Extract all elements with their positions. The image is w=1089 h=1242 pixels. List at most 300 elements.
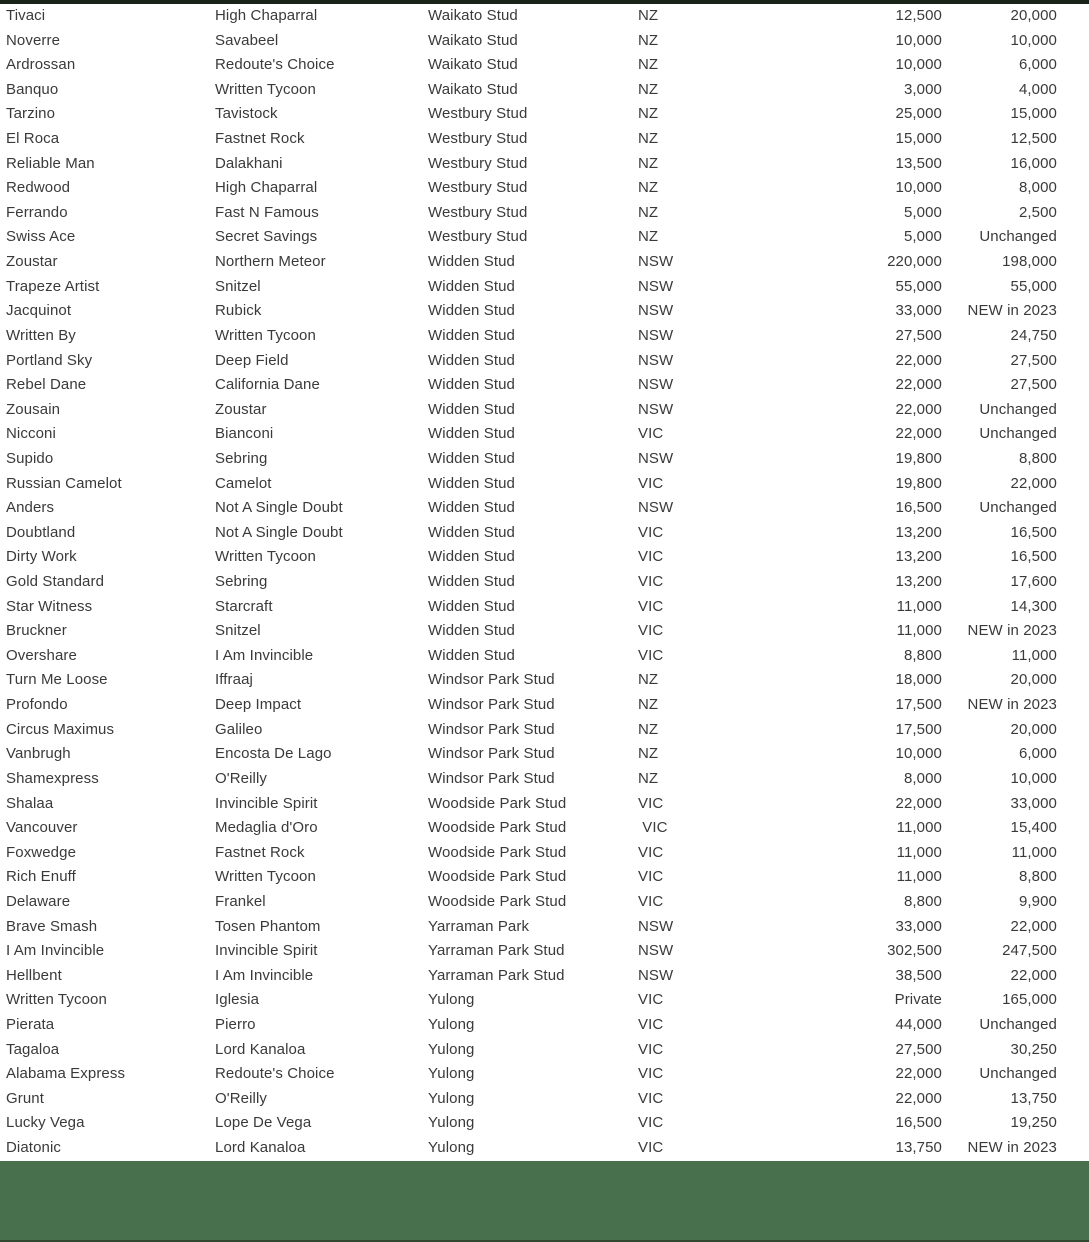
cell-fee: 33,000 [895, 302, 942, 320]
cell-stud-farm: Widden Stud [428, 449, 515, 467]
cell-state: NSW [638, 400, 674, 418]
cell-stallion-name: Delaware [6, 892, 71, 910]
cell-stud-farm: Widden Stud [428, 646, 515, 664]
cell-state: NZ [638, 7, 659, 24]
cell-change: 4,000 [1018, 80, 1057, 98]
cell-state: NZ [638, 56, 659, 74]
cell-stallion-name: Jacquinot [6, 302, 72, 320]
cell-sire: Redoute's Choice [215, 56, 335, 74]
cell-stallion-name: Rebel Dane [6, 376, 87, 394]
cell-stud-farm: Waikato Stud [428, 56, 518, 74]
cell-stud-farm: Yarraman Park Stud [428, 942, 565, 960]
cell-change: 8,800 [1018, 868, 1057, 886]
cell-stud-farm: Westbury Stud [428, 154, 528, 172]
cell-fee: 8,800 [903, 892, 942, 910]
cell-stallion-name: Hellbent [6, 966, 62, 984]
cell-stud-farm: Widden Stud [428, 351, 515, 369]
cell-stallion-name: Anders [6, 499, 55, 517]
cell-change: 16,500 [1010, 523, 1057, 541]
cell-stallion-name: I Am Invincible [6, 942, 105, 960]
table-row [0, 127, 1089, 152]
cell-state: NSW [638, 449, 674, 467]
cell-fee: 13,500 [895, 154, 942, 172]
cell-state: VIC [638, 597, 664, 615]
cell-stallion-name: Diatonic [6, 1139, 61, 1157]
cell-state: VIC [638, 573, 664, 591]
cell-stud-farm: Westbury Stud [428, 130, 528, 148]
cell-fee: 18,000 [895, 671, 942, 689]
cell-state: NZ [638, 745, 659, 763]
cell-sire: Dalakhani [215, 154, 283, 172]
cell-sire: High Chaparral [215, 7, 318, 24]
cell-stallion-name: Portland Sky [6, 351, 93, 369]
cell-sire: Snitzel [215, 277, 261, 295]
cell-fee: 22,000 [895, 794, 942, 812]
cell-change: 20,000 [1010, 671, 1057, 689]
cell-sire: Bianconi [215, 425, 274, 443]
cell-sire: I Am Invincible [215, 646, 314, 664]
cell-state: NZ [638, 696, 659, 714]
cell-state: VIC [638, 819, 668, 837]
cell-change: 11,000 [1011, 646, 1057, 664]
cell-state: VIC [638, 1139, 664, 1157]
cell-stallion-name: Written Tycoon [6, 991, 107, 1009]
cell-stud-farm: Widden Stud [428, 474, 515, 492]
cell-change: 17,600 [1010, 573, 1057, 591]
cell-stallion-name: El Roca [6, 130, 60, 148]
cell-state: NSW [638, 253, 674, 271]
cell-change: 20,000 [1010, 7, 1057, 24]
cell-state: NSW [638, 302, 674, 320]
cell-sire: Savabeel [215, 31, 279, 49]
table-row [0, 53, 1089, 78]
table-row [0, 349, 1089, 374]
cell-change: 14,300 [1010, 597, 1057, 615]
cell-state: VIC [638, 892, 664, 910]
table-row [0, 693, 1089, 718]
cell-sire: I Am Invincible [215, 966, 314, 984]
cell-sire: Not A Single Doubt [215, 523, 343, 541]
cell-change: 27,500 [1010, 351, 1057, 369]
cell-state: VIC [638, 1015, 664, 1033]
cell-sire: O'Reilly [215, 769, 268, 787]
cell-change: 22,000 [1010, 917, 1057, 935]
cell-change: 24,750 [1010, 326, 1057, 344]
cell-fee: 15,000 [895, 130, 942, 148]
cell-change: 165,000 [1002, 991, 1057, 1009]
table-row [0, 275, 1089, 300]
cell-change: 6,000 [1018, 745, 1057, 763]
cell-state: NZ [638, 105, 659, 123]
cell-stud-farm: Westbury Stud [428, 203, 528, 221]
cell-state: VIC [638, 548, 664, 566]
cell-change: NEW in 2023 [967, 302, 1057, 320]
cell-stallion-name: Foxwedge [6, 843, 77, 861]
cell-state: NSW [638, 942, 674, 960]
cell-change: 22,000 [1010, 966, 1057, 984]
cell-stallion-name: Vancouver [6, 819, 78, 837]
cell-stud-farm: Widden Stud [428, 622, 515, 640]
cell-stallion-name: Tarzino [6, 105, 56, 123]
cell-stallion-name: Dirty Work [6, 548, 77, 566]
cell-stallion-name: Noverre [6, 31, 61, 49]
cell-stallion-name: Gold Standard [6, 573, 105, 591]
cell-sire: Written Tycoon [215, 80, 316, 98]
cell-change: 20,000 [1010, 720, 1057, 738]
cell-change: 11,000 [1011, 843, 1057, 861]
table-row [0, 152, 1089, 177]
cell-sire: Iffraaj [215, 671, 253, 689]
table-row [0, 718, 1089, 743]
cell-sire: Frankel [215, 892, 266, 910]
cell-sire: Galileo [215, 720, 263, 738]
cell-state: NSW [638, 499, 674, 517]
cell-state: NZ [638, 769, 659, 787]
table-row [0, 668, 1089, 693]
cell-sire: Lope De Vega [215, 1114, 312, 1132]
cell-sire: Rubick [215, 302, 262, 320]
cell-sire: Northern Meteor [215, 253, 326, 271]
cell-stud-farm: Westbury Stud [428, 179, 528, 197]
cell-fee: Private [894, 991, 942, 1009]
cell-stud-farm: Windsor Park Stud [428, 769, 555, 787]
cell-stud-farm: Yulong [428, 1040, 475, 1058]
cell-state: NZ [638, 130, 659, 148]
cell-fee: 27,500 [895, 326, 942, 344]
cell-stud-farm: Widden Stud [428, 523, 515, 541]
cell-sire: Sebring [215, 573, 268, 591]
cell-sire: O'Reilly [215, 1089, 268, 1107]
cell-fee: 38,500 [895, 966, 942, 984]
cell-change: Unchanged [979, 400, 1057, 418]
cell-stud-farm: Yulong [428, 1114, 475, 1132]
cell-stallion-name: Written By [6, 326, 76, 344]
cell-change: 8,800 [1018, 449, 1057, 467]
cell-stud-farm: Yulong [428, 1015, 475, 1033]
cell-sire: Tavistock [215, 105, 278, 123]
cell-stud-farm: Yulong [428, 991, 475, 1009]
cell-stallion-name: Grunt [6, 1089, 45, 1107]
cell-change: NEW in 2023 [967, 696, 1057, 714]
cell-change: 247,500 [1002, 942, 1057, 960]
cell-stallion-name: Lucky Vega [6, 1114, 85, 1132]
cell-sire: Written Tycoon [215, 868, 316, 886]
cell-stud-farm: Yulong [428, 1089, 475, 1107]
cell-state: NZ [638, 179, 659, 197]
cell-fee: 5,000 [903, 203, 942, 221]
cell-fee: 44,000 [895, 1015, 942, 1033]
cell-change: 55,000 [1010, 277, 1057, 295]
table-row [0, 742, 1089, 767]
cell-change: Unchanged [979, 1065, 1057, 1083]
cell-change: 10,000 [1010, 31, 1057, 49]
cell-stud-farm: Westbury Stud [428, 228, 528, 246]
cell-fee: 11,000 [896, 622, 942, 640]
cell-fee: 22,000 [895, 1065, 942, 1083]
table-row [0, 644, 1089, 669]
cell-fee: 12,500 [895, 7, 942, 24]
table-row [0, 422, 1089, 447]
cell-sire: Snitzel [215, 622, 261, 640]
cell-fee: 10,000 [895, 745, 942, 763]
table-row [0, 201, 1089, 226]
table-row [0, 545, 1089, 570]
table-row [0, 767, 1089, 792]
table-row [0, 1087, 1089, 1112]
cell-state: VIC [638, 843, 664, 861]
cell-sire: Iglesia [215, 991, 260, 1009]
page-footer [0, 1161, 1089, 1242]
cell-sire: Deep Impact [215, 696, 302, 714]
cell-state: VIC [638, 868, 664, 886]
cell-change: Unchanged [979, 1015, 1057, 1033]
cell-fee: 16,500 [895, 1114, 942, 1132]
table-row [0, 1013, 1089, 1038]
cell-stallion-name: Tagaloa [6, 1040, 60, 1058]
cell-fee: 5,000 [903, 228, 942, 246]
cell-stud-farm: Widden Stud [428, 573, 515, 591]
cell-stallion-name: Tivaci [6, 7, 46, 24]
cell-sire: Fast N Famous [215, 203, 319, 221]
table-row [0, 29, 1089, 54]
cell-stallion-name: Nicconi [6, 425, 56, 443]
cell-fee: 16,500 [895, 499, 942, 517]
cell-sire: Written Tycoon [215, 326, 316, 344]
table-row [0, 1111, 1089, 1136]
table-row [0, 865, 1089, 890]
cell-fee: 13,200 [895, 573, 942, 591]
cell-stallion-name: Redwood [6, 179, 71, 197]
cell-stud-farm: Widden Stud [428, 548, 515, 566]
cell-sire: Fastnet Rock [215, 130, 305, 148]
cell-stallion-name: Ardrossan [6, 56, 76, 74]
cell-fee: 11,000 [896, 843, 942, 861]
cell-change: Unchanged [979, 499, 1057, 517]
cell-sire: Fastnet Rock [215, 843, 305, 861]
table-row [0, 988, 1089, 1013]
cell-fee: 8,800 [903, 646, 942, 664]
table-row [0, 4, 1089, 29]
cell-sire: Sebring [215, 449, 268, 467]
cell-stud-farm: Woodside Park Stud [428, 819, 567, 837]
cell-fee: 55,000 [895, 277, 942, 295]
cell-change: 2,500 [1018, 203, 1057, 221]
cell-state: VIC [638, 794, 664, 812]
cell-stallion-name: Shamexpress [6, 769, 99, 787]
cell-stud-farm: Woodside Park Stud [428, 868, 567, 886]
cell-stud-farm: Woodside Park Stud [428, 843, 567, 861]
table-row [0, 792, 1089, 817]
cell-sire: High Chaparral [215, 179, 318, 197]
cell-change: 13,750 [1010, 1089, 1057, 1107]
cell-stud-farm: Woodside Park Stud [428, 794, 567, 812]
table-row [0, 1038, 1089, 1063]
cell-fee: 17,500 [895, 696, 942, 714]
cell-stud-farm: Waikato Stud [428, 80, 518, 98]
cell-fee: 22,000 [895, 425, 942, 443]
cell-stud-farm: Widden Stud [428, 302, 515, 320]
cell-sire: Invincible Spirit [215, 942, 318, 960]
cell-state: VIC [638, 991, 664, 1009]
cell-change: 27,500 [1010, 376, 1057, 394]
cell-stud-farm: Yarraman Park [428, 917, 530, 935]
table-row [0, 1136, 1089, 1161]
cell-stud-farm: Yulong [428, 1065, 475, 1083]
cell-fee: 22,000 [895, 351, 942, 369]
cell-sire: Not A Single Doubt [215, 499, 343, 517]
cell-state: VIC [638, 1040, 664, 1058]
cell-stud-farm: Woodside Park Stud [428, 892, 567, 910]
cell-stud-farm: Waikato Stud [428, 31, 518, 49]
cell-stallion-name: Shalaa [6, 794, 54, 812]
cell-stud-farm: Widden Stud [428, 253, 515, 271]
cell-stallion-name: Star Witness [6, 597, 93, 615]
table-row [0, 225, 1089, 250]
cell-stud-farm: Widden Stud [428, 277, 515, 295]
cell-state: NSW [638, 326, 674, 344]
cell-fee: 17,500 [895, 720, 942, 738]
cell-stud-farm: Yulong [428, 1139, 475, 1157]
cell-change: Unchanged [979, 425, 1057, 443]
cell-state: NSW [638, 376, 674, 394]
cell-change: 10,000 [1010, 769, 1057, 787]
table-row [0, 1062, 1089, 1087]
cell-stallion-name: Bruckner [6, 622, 67, 640]
table-row [0, 373, 1089, 398]
cell-stallion-name: Trapeze Artist [6, 277, 100, 295]
cell-change: 9,900 [1018, 892, 1057, 910]
cell-sire: Lord Kanaloa [215, 1139, 306, 1157]
cell-change: 198,000 [1002, 253, 1057, 271]
cell-state: NSW [638, 351, 674, 369]
cell-stallion-name: Alabama Express [6, 1065, 126, 1083]
cell-state: VIC [638, 1114, 664, 1132]
cell-stallion-name: Brave Smash [6, 917, 98, 935]
cell-state: NSW [638, 277, 674, 295]
cell-fee: 19,800 [895, 474, 942, 492]
cell-state: NSW [638, 966, 674, 984]
cell-sire: Secret Savings [215, 228, 318, 246]
cell-sire: Redoute's Choice [215, 1065, 335, 1083]
cell-change: 33,000 [1010, 794, 1057, 812]
cell-fee: 8,000 [903, 769, 942, 787]
cell-stallion-name: Banquo [6, 80, 59, 98]
cell-change: NEW in 2023 [967, 622, 1057, 640]
table-row [0, 102, 1089, 127]
cell-stallion-name: Overshare [6, 646, 77, 664]
cell-fee: 22,000 [895, 1089, 942, 1107]
cell-change: 22,000 [1010, 474, 1057, 492]
cell-stud-farm: Westbury Stud [428, 105, 528, 123]
cell-change: Unchanged [979, 228, 1057, 246]
table-row [0, 447, 1089, 472]
cell-stud-farm: Widden Stud [428, 425, 515, 443]
table-row [0, 619, 1089, 644]
cell-state: NZ [638, 720, 659, 738]
cell-state: NZ [638, 671, 659, 689]
cell-change: 15,000 [1010, 105, 1057, 123]
cell-change: 12,500 [1010, 130, 1057, 148]
cell-sire: Lord Kanaloa [215, 1040, 306, 1058]
cell-sire: California Dane [215, 376, 320, 394]
cell-fee: 27,500 [895, 1040, 942, 1058]
table-row [0, 595, 1089, 620]
table-row [0, 250, 1089, 275]
cell-state: NZ [638, 154, 659, 172]
cell-state: VIC [638, 474, 664, 492]
cell-fee: 220,000 [887, 253, 942, 271]
cell-fee: 3,000 [903, 80, 942, 98]
cell-fee: 11,000 [896, 597, 942, 615]
cell-stallion-name: Ferrando [6, 203, 68, 221]
table-row [0, 299, 1089, 324]
cell-state: NZ [638, 228, 659, 246]
cell-change: 8,000 [1018, 179, 1057, 197]
table-row [0, 496, 1089, 521]
table-row [0, 570, 1089, 595]
stallion-fee-table [0, 4, 1089, 1161]
cell-stallion-name: Russian Camelot [6, 474, 122, 492]
cell-change: 16,500 [1010, 548, 1057, 566]
cell-fee: 22,000 [895, 376, 942, 394]
cell-state: VIC [638, 1089, 664, 1107]
cell-stallion-name: Vanbrugh [6, 745, 71, 763]
cell-stud-farm: Widden Stud [428, 326, 515, 344]
cell-change: 6,000 [1018, 56, 1057, 74]
cell-stud-farm: Waikato Stud [428, 7, 518, 24]
cell-sire: Zoustar [215, 400, 267, 418]
cell-sire: Encosta De Lago [215, 745, 332, 763]
cell-stallion-name: Zoustar [6, 253, 58, 271]
cell-state: NZ [638, 80, 659, 98]
cell-sire: Camelot [215, 474, 272, 492]
cell-state: VIC [638, 622, 664, 640]
cell-change: 15,400 [1010, 819, 1057, 837]
table-row [0, 324, 1089, 349]
cell-state: NZ [638, 31, 659, 49]
cell-sire: Starcraft [215, 597, 273, 615]
cell-stallion-name: Pierata [6, 1015, 55, 1033]
table-row [0, 176, 1089, 201]
table-row [0, 939, 1089, 964]
cell-stud-farm: Widden Stud [428, 597, 515, 615]
cell-state: VIC [638, 1065, 664, 1083]
cell-stud-farm: Widden Stud [428, 400, 515, 418]
cell-fee: 10,000 [895, 56, 942, 74]
cell-state: VIC [638, 646, 664, 664]
cell-sire: Invincible Spirit [215, 794, 318, 812]
cell-stud-farm: Windsor Park Stud [428, 671, 555, 689]
cell-fee: 13,750 [895, 1139, 942, 1157]
cell-change: NEW in 2023 [967, 1139, 1057, 1157]
cell-change: 19,250 [1010, 1114, 1057, 1132]
cell-fee: 11,000 [896, 819, 942, 837]
cell-stud-farm: Yarraman Park Stud [428, 966, 565, 984]
table-row [0, 841, 1089, 866]
cell-sire: Pierro [215, 1015, 256, 1033]
cell-stud-farm: Windsor Park Stud [428, 720, 555, 738]
table-row [0, 816, 1089, 841]
cell-change: 16,000 [1010, 154, 1057, 172]
cell-stallion-name: Reliable Man [6, 154, 95, 172]
cell-fee: 19,800 [895, 449, 942, 467]
cell-change: 30,250 [1010, 1040, 1057, 1058]
cell-fee: 10,000 [895, 179, 942, 197]
cell-fee: 25,000 [895, 105, 942, 123]
cell-state: NZ [638, 203, 659, 221]
table-row [0, 78, 1089, 103]
cell-stallion-name: Turn Me Loose [6, 671, 108, 689]
